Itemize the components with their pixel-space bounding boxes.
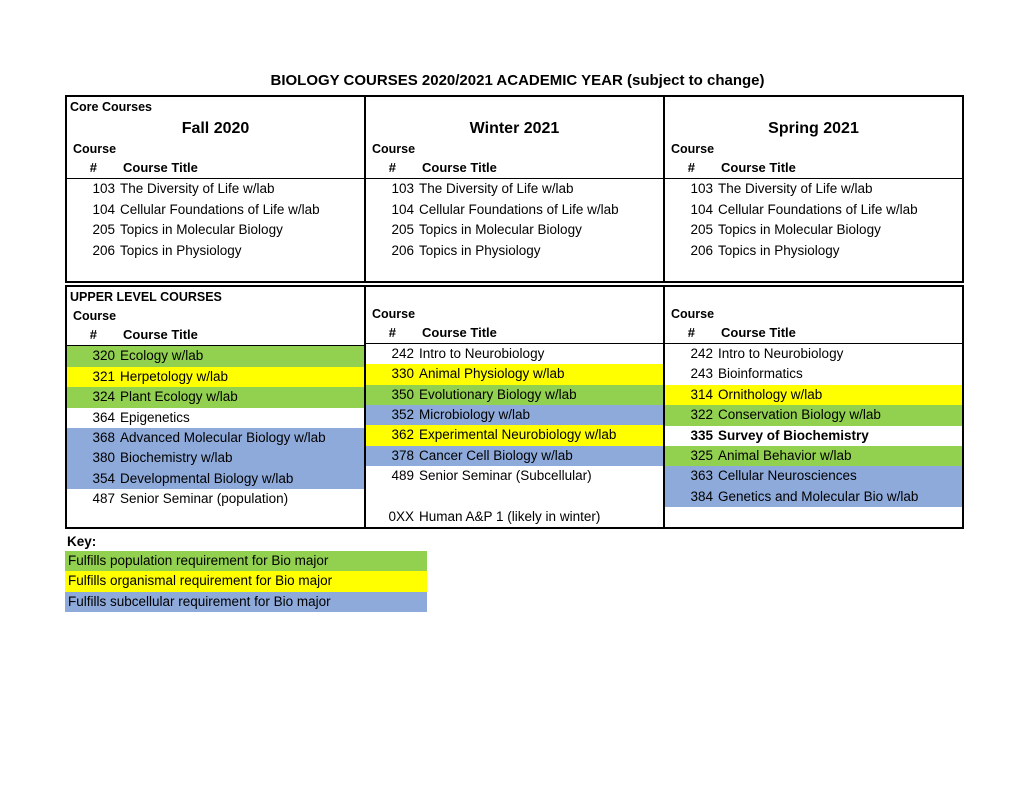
key-item-subcellular: Fulfills subcellular requirement for Bio major (65, 592, 427, 612)
course-number (366, 486, 418, 506)
course-row (67, 387, 364, 407)
course-number: 103 (92, 181, 115, 197)
course-header: Course (73, 142, 117, 157)
key-heading: Key: (67, 534, 97, 549)
course-number: 335 (690, 427, 713, 443)
course-number: 364 (92, 409, 115, 425)
course-number: 489 (391, 468, 414, 484)
course-title: Intro to Neurobiology (419, 345, 545, 361)
course-number: 378 (391, 447, 414, 463)
column-headers (366, 158, 663, 179)
course-title: Advanced Molecular Biology w/lab (120, 429, 326, 445)
course-number: 206 (391, 242, 414, 258)
header-spacer (366, 287, 663, 305)
title-header: Course Title (123, 160, 198, 176)
number-header: # (89, 160, 97, 176)
course-row (366, 179, 663, 199)
course-number: 384 (690, 488, 713, 504)
course-row (366, 220, 663, 240)
upper-column (665, 287, 962, 527)
course-number: 206 (92, 242, 115, 258)
course-number: 321 (92, 368, 115, 384)
course-title: Animal Physiology w/lab (419, 366, 565, 382)
course-row (67, 241, 364, 261)
course-number: 354 (92, 470, 115, 486)
upper-column (67, 287, 366, 527)
course-number: 324 (92, 389, 115, 405)
course-row (366, 446, 663, 466)
core-column (665, 97, 962, 281)
course-title: Topics in Molecular Biology (120, 222, 283, 238)
course-row (366, 466, 663, 486)
course-title: The Diversity of Life w/lab (120, 181, 275, 197)
course-row (366, 486, 663, 506)
core-column (366, 97, 665, 281)
number-header: # (89, 327, 97, 343)
course-title: Human A&P 1 (likely in winter) (419, 508, 601, 524)
color-key (65, 532, 427, 612)
course-header: Course (372, 306, 416, 321)
title-header: Course Title (721, 325, 796, 340)
course-title: Genetics and Molecular Bio w/lab (718, 488, 919, 504)
course-number: 206 (690, 242, 713, 258)
course-number: 350 (391, 386, 414, 402)
course-title: Cellular Foundations of Life w/lab (419, 201, 619, 217)
course-number: 205 (690, 222, 713, 238)
course-number: 103 (391, 181, 414, 197)
course-title: Bioinformatics (718, 366, 803, 382)
course-row (366, 200, 663, 220)
title-header: Course Title (422, 324, 497, 340)
course-number: 104 (391, 201, 414, 217)
course-row (665, 466, 962, 486)
key-item-population: Fulfills population requirement for Bio major (65, 551, 427, 571)
course-row (67, 469, 364, 489)
course-row (67, 200, 364, 220)
number-header: # (388, 324, 396, 340)
course-title: Animal Behavior w/lab (718, 447, 852, 463)
course-title: Survey of Biochemistry (718, 427, 869, 443)
course-title: Plant Ecology w/lab (120, 389, 238, 405)
course-number: 320 (92, 348, 115, 364)
title-header: Course Title (123, 327, 198, 343)
course-row (67, 428, 364, 448)
course-row (366, 344, 663, 364)
course-row (665, 446, 962, 466)
course-title: Biochemistry w/lab (120, 450, 233, 466)
course-number: 205 (92, 222, 115, 238)
core-column (67, 97, 366, 281)
course-row (665, 364, 962, 384)
upper-level-courses-section (65, 285, 964, 529)
course-title: Evolutionary Biology w/lab (419, 386, 577, 402)
number-header: # (388, 160, 396, 176)
course-title: Cellular Neurosciences (718, 468, 857, 484)
course-number: 0XX (388, 508, 414, 524)
course-title: Cellular Foundations of Life w/lab (718, 201, 918, 217)
course-row (366, 425, 663, 445)
course-number: 205 (391, 222, 414, 238)
course-title: Epigenetics (120, 409, 190, 425)
section-label-blank (366, 97, 663, 117)
course-title: Ecology w/lab (120, 348, 204, 364)
course-row (665, 344, 962, 364)
course-number: 242 (391, 345, 414, 361)
course-title: Topics in Physiology (718, 242, 840, 258)
term-heading: Fall 2020 (181, 120, 250, 138)
course-title: Cellular Foundations of Life w/lab (120, 201, 320, 217)
course-title: Topics in Physiology (120, 242, 242, 258)
course-header: Course (671, 142, 715, 157)
course-row (67, 448, 364, 468)
course-number: 368 (92, 429, 115, 445)
column-headers (67, 158, 364, 179)
number-header: # (687, 325, 695, 340)
course-row (665, 426, 962, 446)
course-title: The Diversity of Life w/lab (718, 181, 873, 197)
column-headers (366, 323, 663, 344)
course-number: 243 (690, 366, 713, 382)
course-number: 363 (690, 468, 713, 484)
course-number: 380 (92, 450, 115, 466)
course-row (67, 220, 364, 240)
course-row (665, 487, 962, 507)
course-row (366, 364, 663, 384)
column-headers (67, 325, 364, 346)
course-row (665, 179, 962, 199)
course-title (418, 486, 663, 506)
course-row (366, 385, 663, 405)
section-label: Core Courses (70, 100, 152, 114)
course-title: Senior Seminar (population) (120, 491, 289, 507)
course-row (665, 200, 962, 220)
core-courses-section (65, 95, 964, 283)
course-row (366, 405, 663, 425)
course-title: Topics in Physiology (419, 242, 541, 258)
course-title: The Diversity of Life w/lab (419, 181, 574, 197)
term-heading: Spring 2021 (768, 120, 859, 138)
course-title: Herpetology w/lab (120, 368, 229, 384)
column-headers (665, 323, 962, 344)
course-row (67, 367, 364, 387)
course-header: Course (372, 142, 416, 157)
course-schedule-table (65, 95, 964, 529)
course-row (67, 408, 364, 428)
course-row (665, 241, 962, 261)
course-row (67, 179, 364, 199)
course-number: 242 (690, 346, 713, 361)
course-number: 325 (690, 447, 713, 463)
course-title: Senior Seminar (Subcellular) (419, 468, 592, 484)
course-title: Topics in Molecular Biology (718, 222, 881, 238)
key-item-organismal: Fulfills organismal requirement for Bio major (65, 571, 427, 591)
course-number: 104 (690, 201, 713, 217)
course-number: 103 (690, 181, 713, 197)
course-number: 104 (92, 201, 115, 217)
course-title: Experimental Neurobiology w/lab (419, 427, 617, 443)
section-label-blank (665, 97, 962, 117)
course-number: 322 (690, 407, 713, 423)
section-label: UPPER LEVEL COURSES (70, 290, 222, 304)
title-header: Course Title (721, 160, 796, 176)
course-title: Developmental Biology w/lab (120, 470, 294, 486)
course-title: Cancer Cell Biology w/lab (419, 447, 573, 463)
course-number: 314 (690, 386, 713, 402)
course-number: 352 (391, 406, 414, 422)
course-number: 362 (391, 427, 414, 443)
course-row (665, 220, 962, 240)
column-headers (665, 158, 962, 179)
course-title: Microbiology w/lab (419, 406, 531, 422)
course-header: Course (73, 309, 117, 324)
course-row (665, 405, 962, 425)
term-heading: Winter 2021 (469, 120, 560, 138)
title-header: Course Title (422, 160, 497, 176)
number-header: # (687, 160, 695, 176)
course-title: Ornithology w/lab (718, 386, 823, 402)
course-row (366, 241, 663, 261)
course-row (67, 346, 364, 366)
course-header: Course (671, 307, 715, 321)
course-title: Topics in Molecular Biology (419, 222, 582, 238)
upper-column (366, 287, 665, 527)
course-number: 330 (391, 366, 414, 382)
course-row (67, 489, 364, 509)
course-title: Intro to Neurobiology (718, 346, 844, 361)
course-row (366, 507, 663, 527)
course-number: 487 (92, 491, 115, 507)
page-title: BIOLOGY COURSES 2020/2021 ACADEMIC YEAR (subject to change) (270, 72, 765, 89)
course-title: Conservation Biology w/lab (718, 407, 881, 423)
course-row (665, 385, 962, 405)
header-spacer (665, 287, 962, 305)
